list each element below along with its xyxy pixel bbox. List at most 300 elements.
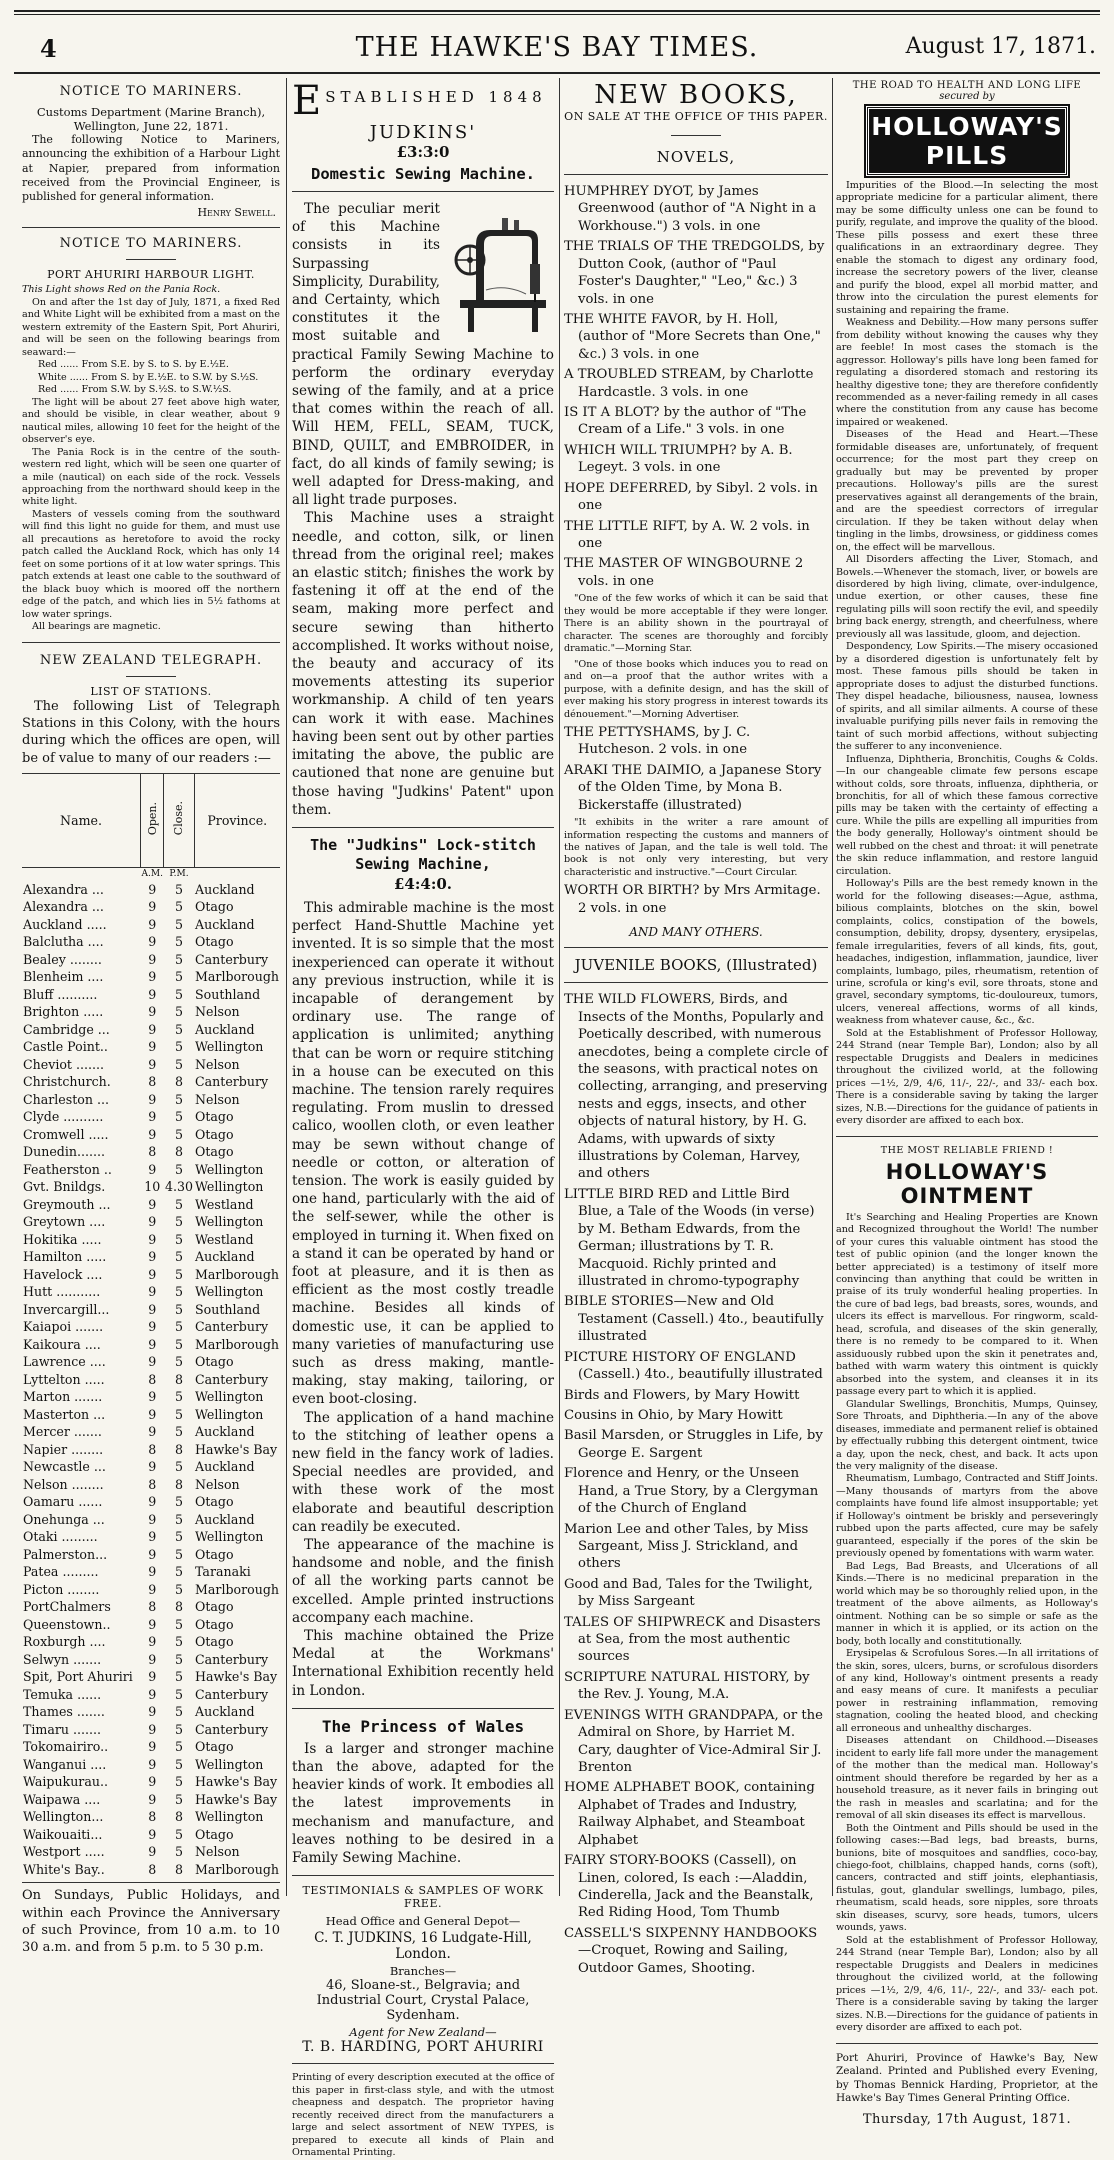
station-row <box>22 1738 280 1756</box>
book-item: LITTLE BIRD RED and Little Bird Blue, a Tale of the Woods (in verse) by M. Betham Edwards, from the German; illustrations by T. R. Macquoid. Richly printed and illustrated in chromo-typography <box>564 1186 815 1290</box>
book-item: Florence and Henry, or the Unseen Hand, a True Story, by a Clergyman of the Church of England <box>564 1466 819 1517</box>
sewing-machine-illustration <box>446 204 554 340</box>
light-note: This Light shows Red on the Pania Rock. <box>22 284 221 296</box>
book-item: EVENINGS WITH GRANDPAPA, or the Admiral on Shore, by Harriet M. Cary, daughter of Vice-Admiral Sir J. Brenton <box>564 1707 823 1775</box>
divider <box>292 827 554 828</box>
station-province: Otago <box>195 1109 234 1125</box>
lockstitch-price: £4:4:0. <box>393 874 453 893</box>
station-name: Wellington... <box>23 1809 104 1825</box>
station-open: 9 <box>148 986 157 1002</box>
book-item: THE WILD FLOWERS, Birds, and Insects of the Months, Popularly and Poetically described, with numerous anecdotes, being a complete circle of the seasons, with practical notes on collecting, arranging, and preserving nests and eggs, insects, and other objects of natural history, by H. G. Adams, with upwards of sixty illustrations by Coleman, Harvey, and others <box>564 992 828 1182</box>
station-province: Hawke's Bay <box>195 1441 278 1457</box>
station-name: Lawrence .... <box>23 1354 106 1370</box>
book-item: Good and Bad, Tales for the Twilight, by Miss Sargeant <box>564 1576 813 1610</box>
station-open: 9 <box>148 1161 157 1177</box>
station-row <box>22 1003 280 1021</box>
column-notices <box>22 78 280 1956</box>
station-open: 9 <box>148 969 157 985</box>
station-close: 8 <box>174 1144 183 1160</box>
station-name: Bealey ........ <box>23 951 102 967</box>
station-row <box>22 1161 280 1179</box>
station-province: Otago <box>195 899 234 915</box>
station-name: Queenstown.. <box>23 1616 111 1632</box>
book-item: WHICH WILL TRIUMPH? by A. B. Legeyt. 3 vols. in one <box>564 442 793 476</box>
station-close: 5 <box>174 1354 183 1370</box>
station-row <box>22 1791 280 1809</box>
station-close: 5 <box>174 1494 183 1510</box>
book-item: IS IT A BLOT? by the author of "The Cream of a Life." 3 vols. in one <box>564 405 807 438</box>
lockstitch-title: The "Judkins" Lock-stitch Sewing Machine, <box>310 835 536 874</box>
station-name: Spit, Port Ahuriri <box>23 1669 133 1685</box>
station-province: Wellington <box>195 1284 264 1300</box>
station-open: 9 <box>148 1336 157 1352</box>
reliable-friend: THE MOST RELIABLE FRIEND ! <box>880 1144 1054 1156</box>
station-row <box>22 1301 280 1319</box>
station-row <box>22 1073 280 1091</box>
station-name: Cheviot ....... <box>23 1056 105 1072</box>
station-row <box>22 1283 280 1301</box>
book-item: THE LITTLE RIFT, by A. W. 2 vols. in one <box>564 518 810 552</box>
notice-place-date: Wellington, June 22, 1871. <box>73 119 229 133</box>
station-name: Cambridge ... <box>23 1021 110 1037</box>
station-open: 8 <box>148 1144 157 1160</box>
station-open: 9 <box>148 1529 157 1545</box>
station-row <box>22 1511 280 1529</box>
station-province: Auckland <box>195 1424 255 1440</box>
advert-paragraph: Erysipelas & Scrofulous Sores.—In all irritations of the skin, sores, ulcers, burns, or scrofulous disorders of any kind, Holloway's ointment presents a ready and easy means of cure. It manifests a peculiar power in restraining inflammation, removing stagnation, cooling the heated blood, and checking all erroneous and unhealthy discharges. <box>836 1648 1098 1734</box>
station-open: 9 <box>148 1651 157 1667</box>
station-close: 5 <box>174 1161 183 1177</box>
station-row <box>22 1476 280 1494</box>
princess-body: Is a larger and stronger machine than the above, adapted for the heavier kinds of work. It embodies all the latest improvements in mechanism and manufacture, and leaves nothing to be desired in a Family Sewing Machine. <box>292 1740 554 1867</box>
station-name: Hokitika ..... <box>23 1231 102 1247</box>
book-item: ARAKI THE DAIMIO, a Japanese Story of the Olden Time, by Mona B. Bickerstaffe (illustrated) <box>564 762 822 813</box>
station-name: Timaru ....... <box>23 1721 102 1737</box>
station-close: 5 <box>174 1546 183 1562</box>
station-province: Otago <box>195 934 234 950</box>
advert-paragraph: Bad Legs, Bad Breasts, and Ulcerations of all Kinds.—There is no medicinal preparation in the world which may be so thoroughly relied upon, in the treatment of the above ailments, as Holloway's ointment. Nothing can be so simple or safe as the manner in which it is applied, or its action on the body, both locally and constitutionally. <box>836 1560 1098 1647</box>
advert-paragraph: Diseases attendant on Childhood.—Diseases incident to early life fall more under the management of the mother than the medical man. Holloway's ointment should therefore be regarded by her as a household treasure, as it never fails in bringing out the rash in measles and scarlatina; and for the removal of all skin diseases its effect is marvellous. <box>836 1735 1098 1822</box>
station-row <box>22 1686 280 1704</box>
station-open: 9 <box>148 1231 157 1247</box>
station-province: Auckland <box>195 881 255 897</box>
station-open: 9 <box>148 1634 157 1650</box>
station-province: Nelson <box>195 1476 240 1492</box>
station-row <box>22 933 280 951</box>
station-name: Marton ....... <box>23 1389 103 1405</box>
review-quote: "One of those books which induces you to read on and on—a proof that the author writes with a purpose, with a definite design, and has the skill of ever making his story progress in interest towards its dénouement."—Morning Advertiser. <box>564 658 828 720</box>
station-close: 8 <box>174 1074 183 1090</box>
publisher-imprint: Port Ahuriri, Province of Hawke's Bay, New Zealand. Printed and Published every Evening, by Thomas Bennick Harding, Proprietor, at the Hawke's Bay Times General Printing Office. <box>836 2051 1098 2105</box>
advert-paragraph: Sold at the establishment of Professor Holloway, 244 Strand (near Temple Bar), London; also by all respectable Druggists and Dealers in medicines throughout the civilized world, at the following prices —1½, 2/9, 4/6, 11/-, 22/-, and 33/- each pot. There is a considerable saving by taking the larger sizes. N.B.—Directions for the guidance of patients in every disorder are affixed to each pot. <box>836 1934 1098 2034</box>
top-rule-thin <box>14 14 1100 15</box>
station-row <box>22 1861 280 1879</box>
station-row <box>22 898 280 916</box>
station-row <box>22 1598 280 1616</box>
station-close: 5 <box>174 969 183 985</box>
station-close: 5 <box>174 1634 183 1650</box>
notice-heading: NOTICE TO MARINERS. <box>59 236 243 252</box>
light-p1: On and after the 1st day of July, 1871, a fixed Red and White Light will be exhibited from a mast on the western extremity of the Eastern Spit, Port Ahuriri, and will be seen on the following bearings from seaward:— <box>22 296 280 358</box>
station-open: 9 <box>148 1056 157 1072</box>
station-province: Marlborough <box>195 1336 279 1352</box>
column-divider <box>286 78 287 1896</box>
notice-body: The following Notice to Mariners, announcing the exhibition of a Harbour Light at Napier, prepared from information received from the Provincial Engineer, is published for general information. <box>22 133 280 204</box>
short-rule <box>126 676 176 677</box>
station-row <box>22 968 280 986</box>
col-open-header: Open. <box>141 774 164 868</box>
dateline: Thursday, 17th August, 1871. <box>862 2112 1072 2128</box>
dropcap-e: E <box>292 78 322 124</box>
station-province: Wellington <box>195 1161 264 1177</box>
station-close: 5 <box>174 1669 183 1685</box>
station-name: Kaiapoi ....... <box>23 1319 104 1335</box>
short-rule <box>671 135 721 136</box>
station-close: 5 <box>174 986 183 1002</box>
station-row <box>22 1546 280 1564</box>
notice-dept: Customs Department (Marine Branch), <box>36 105 266 119</box>
station-province: Auckland <box>195 1511 255 1527</box>
lockstitch-body4: This machine obtained the Prize Medal at the Workmans' International Exhibition recently held in London. <box>292 1628 554 1699</box>
station-province: Hawke's Bay <box>195 1669 278 1685</box>
station-close: 5 <box>174 1721 183 1737</box>
station-close: 5 <box>174 899 183 915</box>
station-name: Invercargill... <box>23 1301 110 1317</box>
station-province: Canterbury <box>195 1371 269 1387</box>
station-row <box>22 1266 280 1284</box>
station-name: Castle Point.. <box>23 1039 108 1055</box>
station-row <box>22 1668 280 1686</box>
station-row <box>22 1126 280 1144</box>
station-row <box>22 1703 280 1721</box>
divider <box>292 1708 554 1709</box>
station-province: Canterbury <box>195 1319 269 1335</box>
station-row <box>22 1248 280 1266</box>
station-name: Tokomairiro.. <box>23 1739 109 1755</box>
station-row <box>22 1353 280 1371</box>
pm-label: P.M. <box>169 869 189 880</box>
station-name: Onehunga ... <box>23 1511 105 1527</box>
branch-address: 46, Sloane-st., Belgravia; and Industrial Court, Crystal Palace, Sydenham. <box>316 1978 530 2024</box>
station-open: 8 <box>148 1441 157 1457</box>
bearing-row: White ...... From S. by E.½E. to S.W. by S.½S. <box>38 371 259 383</box>
telegraph-heading: NEW ZEALAND TELEGRAPH. <box>39 652 263 668</box>
station-close: 5 <box>174 1214 183 1230</box>
station-province: Westland <box>195 1231 254 1247</box>
station-name: Otaki ......... <box>23 1529 98 1545</box>
station-name: Dunedin....... <box>23 1144 105 1160</box>
princess-title: The Princess of Wales <box>321 1716 525 1736</box>
books-sub: ON SALE AT THE OFFICE OF THIS PAPER. <box>564 110 828 123</box>
station-close: 5 <box>174 1336 183 1352</box>
bearing-row: Red ...... From S.E. by S. to S. by E.½E. <box>38 359 229 371</box>
station-name: Napier ........ <box>23 1441 104 1457</box>
divider <box>564 947 828 948</box>
testimonials: TESTIMONIALS & SAMPLES OF WORK FREE. <box>302 1884 544 1911</box>
light-p2: The light will be about 27 feet above high water, and should be visible, in clear weather, about 9 nautical miles, allowing 10 feet for the height of the observer's eye. <box>22 396 280 446</box>
divider <box>292 191 554 192</box>
station-close: 5 <box>174 1774 183 1790</box>
judkins-name: JUDKINS' <box>369 122 477 143</box>
station-name: Thames ....... <box>23 1704 105 1720</box>
station-open: 9 <box>148 1406 157 1422</box>
station-province: Wellington <box>195 1529 264 1545</box>
station-name: Alexandra ... <box>23 881 104 897</box>
station-name: PortChalmers <box>23 1599 111 1615</box>
station-open: 9 <box>148 1774 157 1790</box>
book-item: HUMPHREY DYOT, by James Greenwood (author of "A Night in a Workhouse.") 3 vols. in one <box>564 184 817 234</box>
advert-paragraph: Glandular Swellings, Bronchitis, Mumps, Quinsey, Sore Throats, and Diphtheria.—In any of the above diseases, immediate and permanent relief is obtained by effectually rubbing this detergent ointment, twice a day, upon the neck, chest, and back. It acts upon the very malignity of the disease. <box>836 1398 1098 1472</box>
station-name: Mercer ....... <box>23 1424 102 1440</box>
agent-label: Agent for New Zealand— <box>349 2025 497 2040</box>
station-close: 5 <box>174 1756 183 1772</box>
station-open: 9 <box>148 1791 157 1807</box>
station-close: 8 <box>174 1599 183 1615</box>
book-item: FAIRY STORY-BOOKS (Cassell), on Linen, colored, Is each :—Aladdin, Cinderella, Jack and the Beanstalk, Red Riding Hood, Tom Thumb <box>564 1853 814 1921</box>
pills-text <box>836 180 1098 1128</box>
station-close: 8 <box>174 1371 183 1387</box>
column-books <box>564 78 828 1976</box>
divider <box>836 1136 1098 1137</box>
station-open: 8 <box>148 1371 157 1387</box>
station-row <box>22 1371 280 1389</box>
station-name: Bluff .......... <box>23 986 98 1002</box>
station-open: 9 <box>148 1021 157 1037</box>
station-close: 5 <box>174 1704 183 1720</box>
established-text: STABLISHED 1848 <box>325 88 547 106</box>
book-item: THE MASTER OF WINGBOURNE 2 vols. in one <box>564 556 804 589</box>
station-open: 9 <box>148 1004 157 1020</box>
station-open: 9 <box>148 1756 157 1772</box>
station-province: Canterbury <box>195 1651 269 1667</box>
station-open: 9 <box>148 1126 157 1142</box>
station-name: Kaikoura .... <box>23 1336 101 1352</box>
issue-date: August 17, 1871. <box>905 34 1096 59</box>
station-name: Gvt. Bnildgs. <box>23 1179 106 1195</box>
station-province: Canterbury <box>195 951 269 967</box>
bearings <box>22 359 280 396</box>
station-row <box>22 1423 280 1441</box>
station-province: Marlborough <box>195 969 279 985</box>
light-p4: Masters of vessels coming from the southward will find this light no guide for them, and must use all precautions as heretofore to avoid the rocky patch called the Auckland Rock, which has only 14 feet on some portions of it at low water springs. This patch extends at least one cable to the southward of the black buoy which is moored off the northern edge of the patch, and which lies in 5½ fathoms at low water springs. <box>22 508 280 620</box>
station-name: Balclutha .... <box>23 934 104 950</box>
station-row <box>22 916 280 934</box>
branches-label: Branches— <box>389 1964 457 1979</box>
book-item: THE TRIALS OF THE TREDGOLDS, by Dutton Cook, (author of "Paul Foster's Daughter," "Leo," &c.) 3 vols. in one <box>564 239 825 307</box>
station-open: 9 <box>148 1319 157 1335</box>
station-row <box>22 1808 280 1826</box>
advert-paragraph: Rheumatism, Lumbago, Contracted and Stiff Joints.—Many thousands of martyrs from the above complaints have found life almost insupportable; yet if Holloway's ointment be briskly and perseveringly rubbed upon the parts affected, cure may be safely guaranteed, especially if the pores of the skin be previously opened by fomentations with warm water. <box>836 1473 1098 1560</box>
station-open: 9 <box>148 1039 157 1055</box>
station-row <box>22 1756 280 1774</box>
station-close: 5 <box>174 1249 183 1265</box>
station-open: 9 <box>148 951 157 967</box>
station-name: Hutt ........... <box>23 1284 101 1300</box>
divider <box>22 227 280 228</box>
book-item: HOPE DEFERRED, by Sibyl. 2 vols. in one <box>564 480 818 514</box>
holloways-ointment-heading: HOLLOWAY'S OINTMENT <box>885 1159 1049 1208</box>
divider <box>292 2063 554 2064</box>
divider <box>292 1875 554 1876</box>
station-province: Canterbury <box>195 1686 269 1702</box>
column-divider <box>559 78 560 1896</box>
station-close: 5 <box>174 1004 183 1020</box>
advert-paragraph: Both the Ointment and Pills should be used in the following cases:—Bad legs, bad breasts, burns, bunions, bite of mosquitoes and sandflies, coco-bay, chiego-foot, chilblains, chapped hands, corns (soft), cancers, contracted and stiff joints, elephantiasis, fistulas, gout, glandular swellings, lumbago, piles, rheumatism, scald heads, sore nipples, sore throats skin diseases, scurvy, sore heads, tumors, ulcers wounds, yaws. <box>836 1822 1098 1934</box>
station-open: 9 <box>148 1826 157 1842</box>
novel-list-3 <box>564 882 828 917</box>
stations-body <box>22 868 280 1879</box>
station-province: Wellington <box>195 1389 264 1405</box>
divider <box>836 2043 1098 2044</box>
book-item: SCRIPTURE NATURAL HISTORY, by the Rev. J. Young, M.A. <box>564 1669 810 1703</box>
head-office-address: C. T. JUDKINS, 16 Ludgate-Hill, London. <box>314 1930 532 1963</box>
station-open: 9 <box>148 1266 157 1282</box>
station-province: Auckland <box>195 1021 255 1037</box>
station-row <box>22 1178 280 1196</box>
road-to-health: THE ROAD TO HEALTH AND LONG LIFE <box>852 80 1082 91</box>
notice-heading: NOTICE TO MARINERS. <box>59 84 243 99</box>
station-row <box>22 1528 280 1546</box>
advert-paragraph: All Disorders affecting the Liver, Stomach, and Bowels.—Whenever the stomach, liver, or bowels are disordered by high living, climate, over-indulgence, undue exertion, or other causes, these fine regulating pills will soon rectify the evil, and speedily bring back energy, strength, and cheerfulness, where previously all was lassitude, gloom, and dejection. <box>836 554 1098 640</box>
book-item: TALES OF SHIPWRECK and Disasters at Sea, from the most authentic sources <box>564 1614 821 1665</box>
station-close: 5 <box>174 1511 183 1527</box>
station-open: 8 <box>148 1861 157 1877</box>
station-name: Waikouaiti... <box>23 1826 103 1842</box>
book-item: HOME ALPHABET BOOK, containing Alphabet of Trades and Industry, Railway Alphabet, and Steamboat Alphabet <box>564 1780 815 1848</box>
product-title: Domestic Sewing Machine. <box>311 165 535 183</box>
station-province: Canterbury <box>195 1074 269 1090</box>
station-province: Southland <box>195 986 261 1002</box>
station-name: Waipawa .... <box>23 1791 101 1807</box>
station-open: 9 <box>148 1249 157 1265</box>
station-province: Nelson <box>195 1844 240 1860</box>
station-row <box>22 1843 280 1861</box>
advert-paragraph: It's Searching and Healing Properties are Known and Recognized throughout the World! The number of your cures this valuable ointment has stood the test of public opinion (and the longer known the better appreciated) is a testimony of itself more convincing than anything that could be written in praise of its truly wonderful healing properties. In the cure of bad legs, bad breasts, sores, wounds, and ulcers its effect is marvellous. For ringworm, scald-head, scrofula, and diseases of the skin generally, there is no remedy to be compared to it. When assiduously rubbed upon the skin it penetrates and, bathed with warm watery this ointment is quickly absorbed into the system, and cleanses it in its passage every part to which it is applied. <box>836 1211 1098 1398</box>
novel-list <box>564 183 828 590</box>
advert-paragraph: Influenza, Diphtheria, Bronchitis, Coughs & Colds.—In our changeable climate few persons escape without colds, sore throats, influenza, diphtheria, or bronchitis, for all of which these famous corrective pills may be taken with the certainty of effecting a cure. While the pills are expelling all impurities from the body generally, Holloway's ointment should be well rubbed on the chest and throat: it will penetrate the skin reduce inflammation, and restore languid circulation. <box>836 753 1098 877</box>
many-others: AND MANY OTHERS. <box>629 925 763 940</box>
station-open: 9 <box>148 881 157 897</box>
advert-paragraph: Diseases of the Head and Heart.—These formidable diseases are, unfortunately, of frequent occurrence; for the most part they creep on gradually but may be prevented by proper precautions. Holloway's pills are the surest preservatives against all derangements of the brain, and are the speediest correctors of irregular circulation. If they be taken without delay when tingling in the limbs, drowsiness, or giddiness comes on, the effect will be marvellous. <box>836 429 1098 553</box>
advert-paragraph: Impurities of the Blood.—In selecting the most appropriate medicine for a particular aliment, there may be some difficulty unless one can be found to purify, regulate, and improve the quality of the blood. These pills possess and exert these three qualifications in an extraordinary degree. They enable the stomach to digest any ordinary food, increase the secretory powers of the liver, cleanse and purify the blood, expel all morbid matter, and throw into the circulation the purest elements for sustaining and repairing the frame. <box>836 180 1098 316</box>
station-row <box>22 986 280 1004</box>
stations-subheading: LIST OF STATIONS. <box>90 684 212 698</box>
station-province: Otago <box>195 1739 234 1755</box>
station-open: 9 <box>148 1284 157 1300</box>
book-item: Marion Lee and other Tales, by Miss Sargeant, Miss J. Strickland, and others <box>564 1521 809 1572</box>
station-close: 5 <box>174 1529 183 1545</box>
advert-paragraph: Holloway's Pills are the best remedy known in the world for the following diseases:—Ague, asthma, bilious complaints, blotches on the skin, bowel complaints, colics, constipation of the bowels, consumption, debility, dropsy, dysentery, erysipelas, female irregularities, fevers of all kinds, fits, gout, headaches, indigestion, inflammation, jaundice, liver complaints, lumbago, piles, rheumatism, retention of urine, scrofula or king's evil, sore throats, stone and gravel, secondary symptoms, tic-douloureux, tumors, ulcers, venereal affections, worms of all kinds, weakness from whatever cause, &c., &c. <box>836 878 1098 1027</box>
station-province: Taranaki <box>195 1564 251 1580</box>
station-row <box>22 1231 280 1249</box>
station-province: Wellington <box>195 1406 264 1422</box>
station-name: Patea ......... <box>23 1564 99 1580</box>
station-name: Clyde .......... <box>23 1109 104 1125</box>
station-province: Nelson <box>195 1056 240 1072</box>
station-open: 9 <box>148 1301 157 1317</box>
book-item: Birds and Flowers, by Mary Howitt <box>564 1387 800 1403</box>
station-name: Wanganui .... <box>23 1756 107 1772</box>
juvenile-heading: JUVENILE BOOKS, (Illustrated) <box>574 956 818 975</box>
book-item: THE PETTYSHAMS, by J. C. Hutcheson. 2 vols. in one <box>564 724 751 758</box>
station-name: Cromwell ..... <box>23 1126 109 1142</box>
station-open: 9 <box>148 1354 157 1370</box>
station-close: 5 <box>174 1791 183 1807</box>
station-name: Nelson ........ <box>23 1476 104 1492</box>
station-row <box>22 1493 280 1511</box>
station-row <box>22 1143 280 1161</box>
divider <box>22 1882 280 1883</box>
judkins-price: £3:3:0 <box>396 143 450 161</box>
telegraph-footer: On Sundays, Public Holidays, and within each Province the Anniversary of such Province, from 10 a.m. to 10 30 a.m. and from 5 p.m. to 5 30 p.m. <box>22 1888 280 1956</box>
established-line <box>292 78 554 124</box>
station-name: Auckland ..... <box>23 916 107 932</box>
station-open: 9 <box>148 1214 157 1230</box>
station-province: Marlborough <box>195 1861 279 1877</box>
station-row <box>22 951 280 969</box>
station-close: 5 <box>174 1686 183 1702</box>
station-open: 9 <box>148 1459 157 1475</box>
station-row <box>22 1021 280 1039</box>
station-open: 9 <box>148 934 157 950</box>
station-close: 5 <box>174 1109 183 1125</box>
station-open: 9 <box>148 1739 157 1755</box>
divider <box>564 982 828 983</box>
station-name: Palmerston... <box>23 1546 108 1562</box>
light-p3: The Pania Rock is in the centre of the south-western red light, which will be seen one quarter of a mile (nautical) on each side of the rock. Vessels approaching from the northward should keep in the white light. <box>22 446 280 508</box>
station-row <box>22 1406 280 1424</box>
station-province: Otago <box>195 1546 234 1562</box>
station-close: 5 <box>174 1056 183 1072</box>
advert-paragraph: Weakness and Debility.—How many persons suffer from debility without knowing the causes why they are feeble! In most cases the stomach is the aggressor. Holloway's pills have long been famed for regulating a disordered stomach and restoring its healthy digestive tone; they are therefore confidently recommended as a never-failing remedy in all cases where the constitution from any cause has become impaired or weakened. <box>836 317 1098 428</box>
station-close: 8 <box>174 1441 183 1457</box>
station-open: 9 <box>148 1581 157 1597</box>
agent-name: T. B. HARDING, PORT AHURIRI <box>302 2039 544 2056</box>
station-close: 5 <box>174 1459 183 1475</box>
book-item: Basil Marsden, or Struggles in Life, by George E. Sargent <box>564 1428 823 1461</box>
station-row <box>22 1826 280 1844</box>
station-province: Canterbury <box>195 1721 269 1737</box>
station-province: Auckland <box>195 916 255 932</box>
station-province: Otago <box>195 1354 234 1370</box>
station-open: 9 <box>148 1511 157 1527</box>
station-province: Otago <box>195 1494 234 1510</box>
station-province: Otago <box>195 1126 234 1142</box>
station-province: Nelson <box>195 1091 240 1107</box>
station-province: Marlborough <box>195 1581 279 1597</box>
column-divider <box>832 78 833 1896</box>
station-name: Featherston .. <box>23 1161 112 1177</box>
station-name: Waipukurau.. <box>23 1774 108 1790</box>
advert-paragraph: Despondency, Low Spirits.—The misery occasioned by a disordered digestion is unfortunately felt by most. These famous pills should be taken in appropriate doses to adjust the disturbed functions. They dispel headache, biliousness, nausea, lowness of spirits, and all similar ailments. A course of these invaluable purifying pills never fails in removing the taint of such morbid affections, without subjecting the sufferer to any inconvenience. <box>836 641 1098 753</box>
station-province: Wellington <box>195 1756 264 1772</box>
lockstitch-body2: The application of a hand machine to the stitching of leather opens a new field in the fancy work of ladies. Special needles are provided, and with these work of the most elaborate and beautiful description can readily be executed. <box>292 1409 554 1535</box>
am-label: A.M. <box>141 869 163 880</box>
station-row <box>22 1196 280 1214</box>
lockstitch-body: This admirable machine is the most perfect Hand-Shuttle Machine yet invented. It is so simple that the most inexperienced can operate it without any previous instruction, while it is incapable of derangement by ordinary use. The range of application is unlimited; anything that can be worn or require stitching in a house can be executed on this machine. The tension rarely requires regulating. From muslin to dressed calico, woollen cloth, or even leather may be sewn without change of needle or cotton, or alteration of tension. The work is easily guided by one hand, particularly with the aid of the self-sewer, while the other is employed in turning it. When fixed on a stand it can be operated by hand or foot at pleasure, and it is then as efficient as the most costly treadle machine. Besides all kinds of domestic use, it can be applied to many varieties of manufacturing use such as dress making, mantle-making, stay making, tailoring, or even boot-closing. <box>292 899 554 1408</box>
station-open: 9 <box>148 1844 157 1860</box>
station-row <box>22 1108 280 1126</box>
divider <box>22 642 280 643</box>
station-open: 8 <box>148 1476 157 1492</box>
station-name: Selwyn ....... <box>23 1651 102 1667</box>
station-close: 5 <box>174 1581 183 1597</box>
station-open: 9 <box>148 1109 157 1125</box>
station-open: 9 <box>148 1686 157 1702</box>
books-heading: NEW BOOKS, <box>594 80 798 110</box>
station-province: Southland <box>195 1301 261 1317</box>
station-name: Christchurch. <box>23 1074 111 1090</box>
